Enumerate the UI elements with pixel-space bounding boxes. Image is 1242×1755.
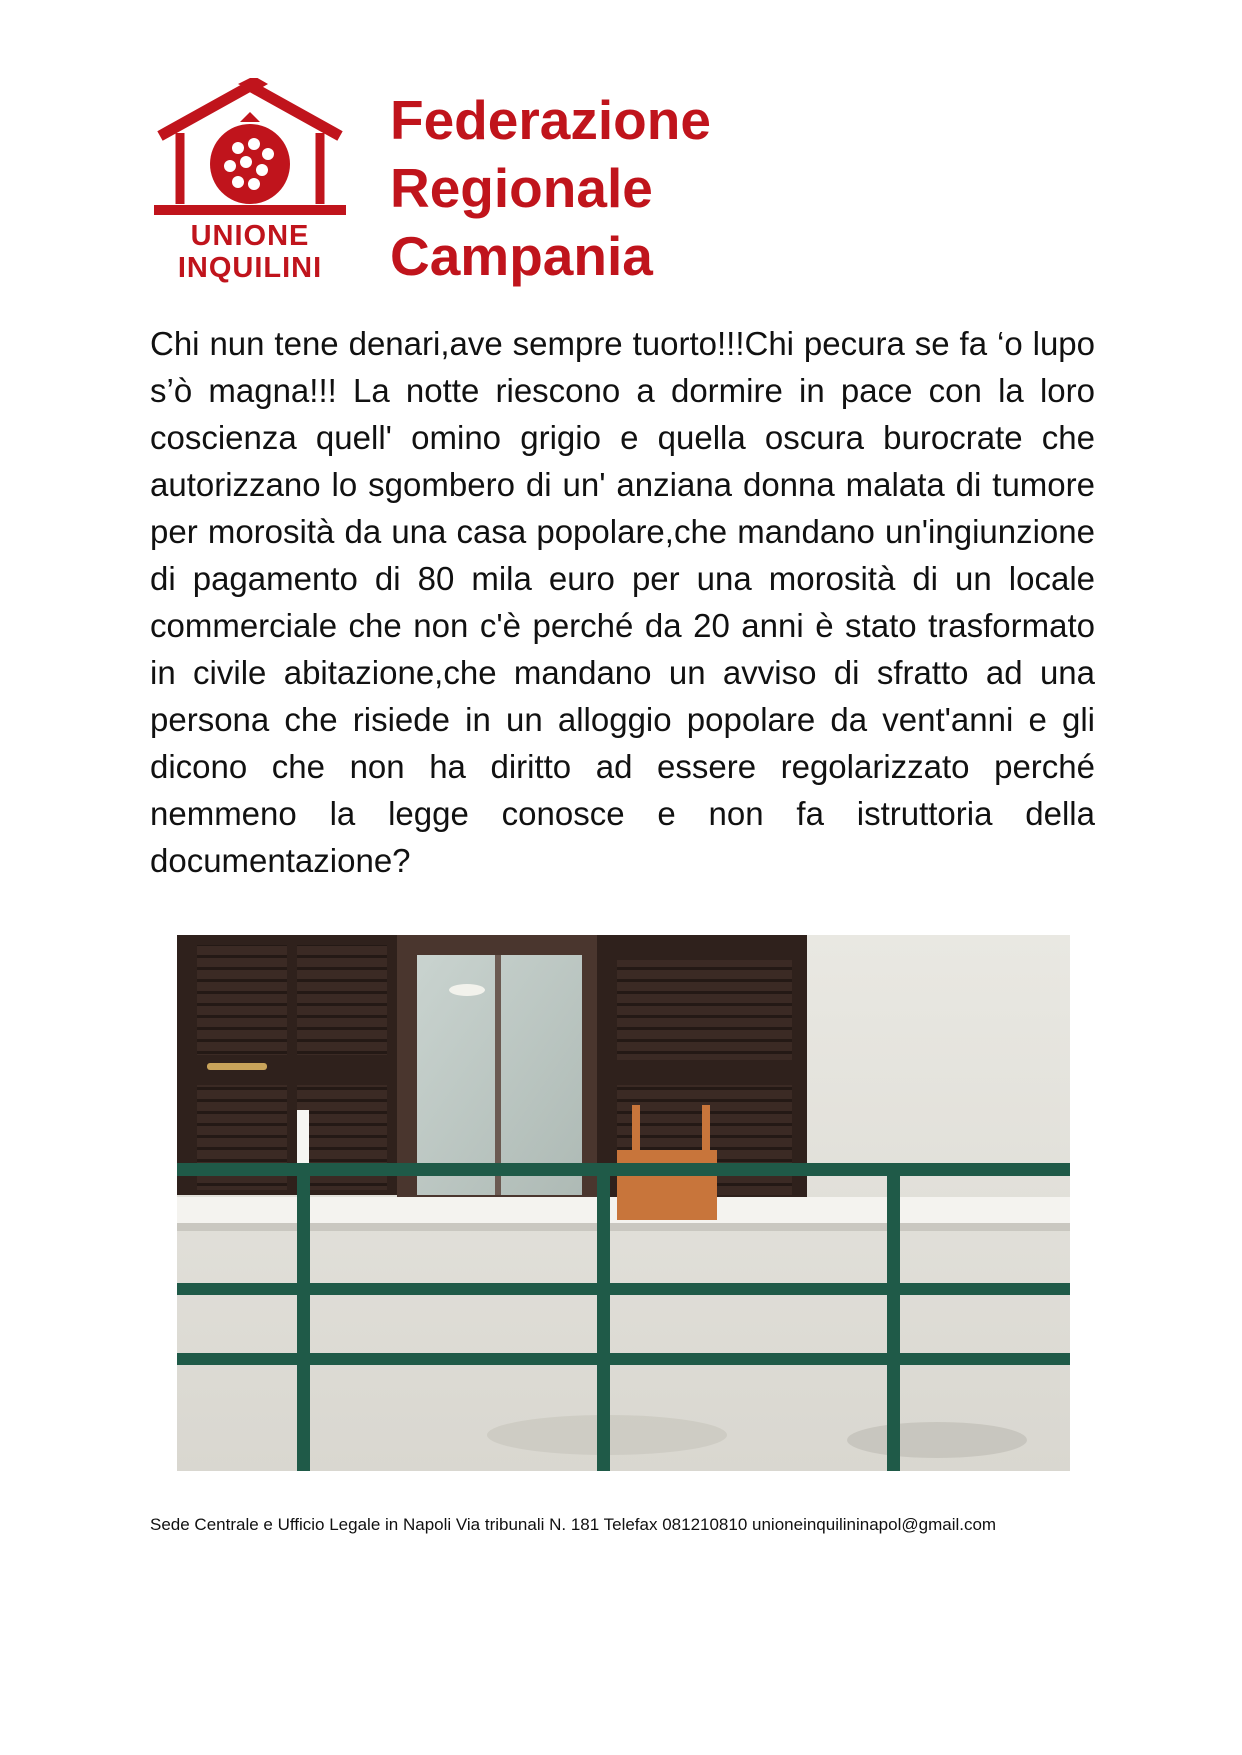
federation-title-line: Regionale	[390, 157, 653, 219]
body-paragraph: Chi nun tene denari,ave sempre tuorto!!!Chi pecura se fa ‘o lupo s’ò magna!!! La notte riescono a dormire in pace con la loro coscienza quell' omino grigio e quella oscura burocrate che autorizzano lo sgombero di un' anziana donna malata di tumore per morosità da una casa popolare,che mandano un'ingiunzione di pagamento di 80 mila euro per una morosità di un locale commerciale che non c'è perché da 20 anni è stato trasformato in civile abitazione,che mandano un avviso di sfratto ad una persona che risiede in un alloggio popolare da vent'anni e gli dicono che non ha diritto ad essere regolarizzato perché nemmeno la legge conosce e non fa istruttoria della documentazione?	[150, 325, 1095, 879]
logo-text-unione: UNIONE	[190, 220, 310, 252]
federation-title-line: Federazione	[390, 89, 711, 151]
federation-title-line: Campania	[390, 225, 653, 287]
house-pomegranate-icon	[150, 78, 350, 228]
footer-address: Sede Centrale e Ufficio Legale in Napoli Via tribunali N. 181 Telefax 081210810 unioneinquilininapol@gmail.com	[150, 1515, 997, 1534]
logo-text-inquilini: INQUILINI	[177, 252, 323, 284]
balcony-photo	[177, 935, 1070, 1471]
letterhead	[150, 78, 870, 288]
unione-inquilini-logo	[150, 78, 350, 288]
balcony-photo-illustration	[177, 935, 1070, 1471]
federation-title	[390, 86, 711, 290]
